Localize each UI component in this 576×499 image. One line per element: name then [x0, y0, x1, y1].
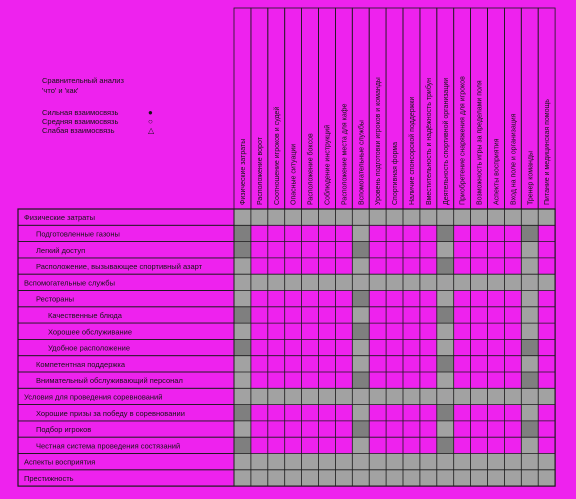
column-header-label: Физические затраты — [239, 138, 247, 205]
row-label: Условия для проведения соревнований — [24, 392, 163, 402]
column-header-label: Опасные ситуации — [290, 143, 298, 205]
relationship-cell — [437, 437, 454, 453]
column-header-label: Питание и медицинская помощь — [544, 99, 552, 205]
column-header-label: Уровень подготовки игроков и команды — [375, 77, 383, 205]
column-header-label: Наличие спонсорской поддержки — [408, 96, 416, 205]
row-label: Расположение, вызывающее спортивный азарт — [36, 262, 203, 272]
column-header-label: Приобретение снаряжения для игроков — [459, 76, 467, 205]
column-header-label: Расположение места для кафе — [341, 103, 349, 205]
relationship-cell — [352, 291, 369, 307]
legend-label-strong: Сильная взаимосвязь — [42, 108, 119, 117]
relationship-cell — [521, 421, 538, 437]
column-header-label: Возможность игры за пределами поля — [476, 80, 484, 205]
column-header-label: Спортивная форма — [392, 141, 400, 205]
row-label: Престижность — [24, 473, 74, 483]
relationship-cell — [521, 372, 538, 388]
legend-label-weak: Слабая взаимосвязь — [42, 126, 115, 135]
column-header-label: Соотношение игроков и судей — [273, 106, 281, 205]
relationship-cell — [437, 225, 454, 241]
row-label: Подготовленные газоны — [36, 229, 120, 239]
row-label: Качественные блюда — [48, 310, 122, 320]
legend-label-medium: Средняя взаимосвязь — [42, 117, 119, 126]
highlighted-row-band — [234, 454, 555, 470]
relationship-cell — [234, 307, 251, 323]
row-label: Рестораны — [36, 294, 74, 304]
legend — [42, 76, 155, 135]
column-header-label: Вход на поле и организация — [510, 113, 518, 205]
column-header-label: Вспомогательные службы — [358, 120, 366, 205]
relationship-cell — [521, 225, 538, 241]
relationship-cell — [234, 437, 251, 453]
column-header-label: Расположение ворот — [256, 137, 264, 205]
column-header-label: Расположение боксов — [307, 133, 315, 205]
row-label: Удобное расположение — [48, 343, 130, 353]
relationship-cell — [234, 339, 251, 355]
relationship-cell — [352, 421, 369, 437]
relationship-cell — [234, 242, 251, 258]
relationship-cell — [352, 372, 369, 388]
row-label: Компетентная поддержка — [36, 359, 126, 369]
relationship-cell — [352, 323, 369, 339]
row-label: Подбор игроков — [36, 425, 92, 435]
row-label: Аспекты восприятия — [24, 457, 96, 467]
relationship-cell — [437, 258, 454, 274]
highlighted-row-band — [234, 274, 555, 290]
row-label: Честная система проведения состязаний — [36, 441, 181, 451]
column-header-label: Соблюдение инструкций — [324, 124, 332, 205]
row-label: Физические затраты — [24, 213, 95, 223]
highlighted-row-band — [234, 209, 555, 225]
row-label: Внимательный обслуживающий персонал — [36, 376, 183, 386]
row-label: Легкий доступ — [36, 245, 86, 255]
relationship-cell — [234, 405, 251, 421]
weak-relation-symbol: △ — [148, 126, 155, 135]
column-header-label: Вместительность и надёжность трибун — [425, 77, 433, 205]
relationship-cell — [437, 405, 454, 421]
legend-title-line: Сравнительный анализ — [42, 76, 124, 85]
column-header-label: Тренер команды — [527, 151, 535, 205]
highlighted-row-band — [234, 388, 555, 404]
relationship-cell — [521, 339, 538, 355]
relationship-cell — [234, 225, 251, 241]
row-label: Хорошее обслуживание — [48, 327, 132, 337]
highlighted-row-band — [234, 470, 555, 486]
relationship-cell — [437, 356, 454, 372]
strong-relation-symbol: ● — [148, 108, 153, 117]
relationship-cell — [352, 242, 369, 258]
relationship-cell — [437, 307, 454, 323]
medium-relation-symbol: ○ — [148, 117, 153, 126]
legend-title-line: 'что' и 'как' — [42, 86, 79, 95]
row-label: Вспомогательные службы — [24, 278, 115, 288]
column-header-label: Деятельность спортивной организации — [442, 77, 450, 205]
column-header-label: Аспекты восприятия — [493, 138, 501, 205]
row-label: Хорошие призы за победу в соревновании — [36, 408, 185, 418]
